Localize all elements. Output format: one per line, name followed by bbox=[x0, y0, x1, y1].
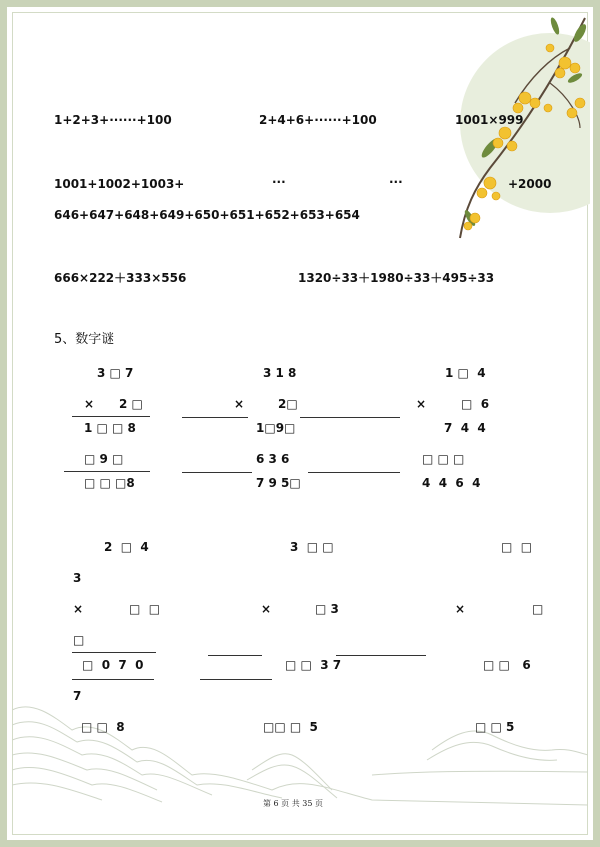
puzzle-c-multiplicand: 1 □ 4 bbox=[445, 366, 486, 380]
page-number-footer: 第 6 页 共 35 页 bbox=[263, 799, 323, 808]
sum-expression-3-end: +2000 bbox=[508, 177, 552, 191]
puzzle-b-line-right-2 bbox=[308, 472, 400, 473]
ellipsis-1: ··· bbox=[272, 175, 286, 189]
puzzle-a-times: × bbox=[84, 397, 95, 411]
puzzle-b-line-left bbox=[182, 417, 248, 418]
puzzle2-c-times: × bbox=[455, 602, 466, 616]
puzzle2-b-result: □□ □ 5 bbox=[263, 720, 318, 734]
puzzle-c-partial-1: 7 4 4 bbox=[444, 421, 486, 435]
puzzle-c-result: 4 4 6 4 bbox=[422, 476, 481, 490]
puzzle-b-times: × bbox=[234, 397, 245, 411]
puzzle2-a-top-wrap: 3 bbox=[73, 571, 82, 585]
puzzle2-a-result: □ □ 8 bbox=[81, 720, 125, 734]
puzzle2-b-line-2 bbox=[200, 679, 272, 680]
product-expression: 1001×999 bbox=[455, 113, 524, 127]
puzzle2-c-partial: □ □ 6 bbox=[483, 658, 531, 672]
ellipsis-2: ··· bbox=[389, 175, 403, 189]
puzzle-a-result: □ □ □8 bbox=[84, 476, 135, 490]
puzzle2-a-partial: □ 0 7 0 bbox=[82, 658, 144, 672]
sum-expression-4: 646+647+648+649+650+651+652+653+654 bbox=[54, 208, 360, 222]
puzzle2-a-top: 2 □ 4 bbox=[104, 540, 149, 554]
puzzle-a-partial-1: 1 □ □ 8 bbox=[84, 421, 136, 435]
puzzle-b-result: 7 9 5□ bbox=[256, 476, 301, 490]
puzzle2-b-partial: □ □ 3 7 bbox=[285, 658, 342, 672]
puzzle-b-line-left-2 bbox=[182, 472, 252, 473]
puzzle-b-partial-2: 6 3 6 bbox=[256, 452, 290, 466]
puzzle2-c-result: □ □ 5 bbox=[475, 720, 515, 734]
puzzle2-b-multiplier: □ 3 bbox=[315, 602, 339, 616]
puzzle2-a-line-1 bbox=[72, 652, 156, 653]
puzzle-b-line-right bbox=[300, 417, 400, 418]
puzzle-a-partial-2: □ 9 □ bbox=[84, 452, 124, 466]
puzzle-a-multiplicand: 3 □ 7 bbox=[97, 366, 134, 380]
puzzle2-c-multiplier-wrap: □ bbox=[73, 633, 85, 647]
puzzle-c-times: × bbox=[416, 397, 427, 411]
puzzle2-a-times: × bbox=[73, 602, 84, 616]
puzzle2-c-multiplier: □ bbox=[532, 602, 544, 616]
puzzle2-a-multiplier: □ □ bbox=[129, 602, 161, 616]
puzzle2-b-top: 3 □ □ bbox=[290, 540, 334, 554]
sum-expression-1: 1+2+3+······+100 bbox=[54, 113, 172, 127]
section-heading: 5、数字谜 bbox=[54, 332, 115, 347]
sum-expression-3-start: 1001+1002+1003+ bbox=[54, 177, 185, 191]
mountain-landscape-illustration bbox=[12, 680, 588, 835]
puzzle2-a-line-2 bbox=[72, 679, 154, 680]
puzzle2-b-line-1 bbox=[208, 655, 262, 656]
puzzle2-c-partial-wrap: 7 bbox=[73, 689, 82, 703]
puzzle-a-line-1 bbox=[72, 416, 150, 417]
puzzle2-b-times: × bbox=[261, 602, 272, 616]
puzzle-b-multiplicand: 3 1 8 bbox=[263, 366, 297, 380]
puzzle-a-line-2 bbox=[64, 471, 150, 472]
puzzle-c-multiplier: □ 6 bbox=[461, 397, 490, 411]
puzzle-a-multiplier: 2 □ bbox=[119, 397, 143, 411]
mixed-expression-1: 666×222＋333×556 bbox=[54, 271, 187, 285]
mixed-expression-2: 1320÷33＋1980÷33＋495÷33 bbox=[298, 271, 495, 285]
puzzle2-c-line-1 bbox=[336, 655, 426, 656]
sum-expression-2: 2+4+6+······+100 bbox=[259, 113, 377, 127]
moon-branch-illustration bbox=[430, 8, 590, 258]
puzzle2-c-top: □ □ bbox=[501, 540, 533, 554]
puzzle-c-partial-2: □ □ □ bbox=[422, 452, 465, 466]
puzzle-b-multiplier: 2□ bbox=[278, 397, 298, 411]
puzzle-b-partial-1: 1□9□ bbox=[256, 421, 296, 435]
